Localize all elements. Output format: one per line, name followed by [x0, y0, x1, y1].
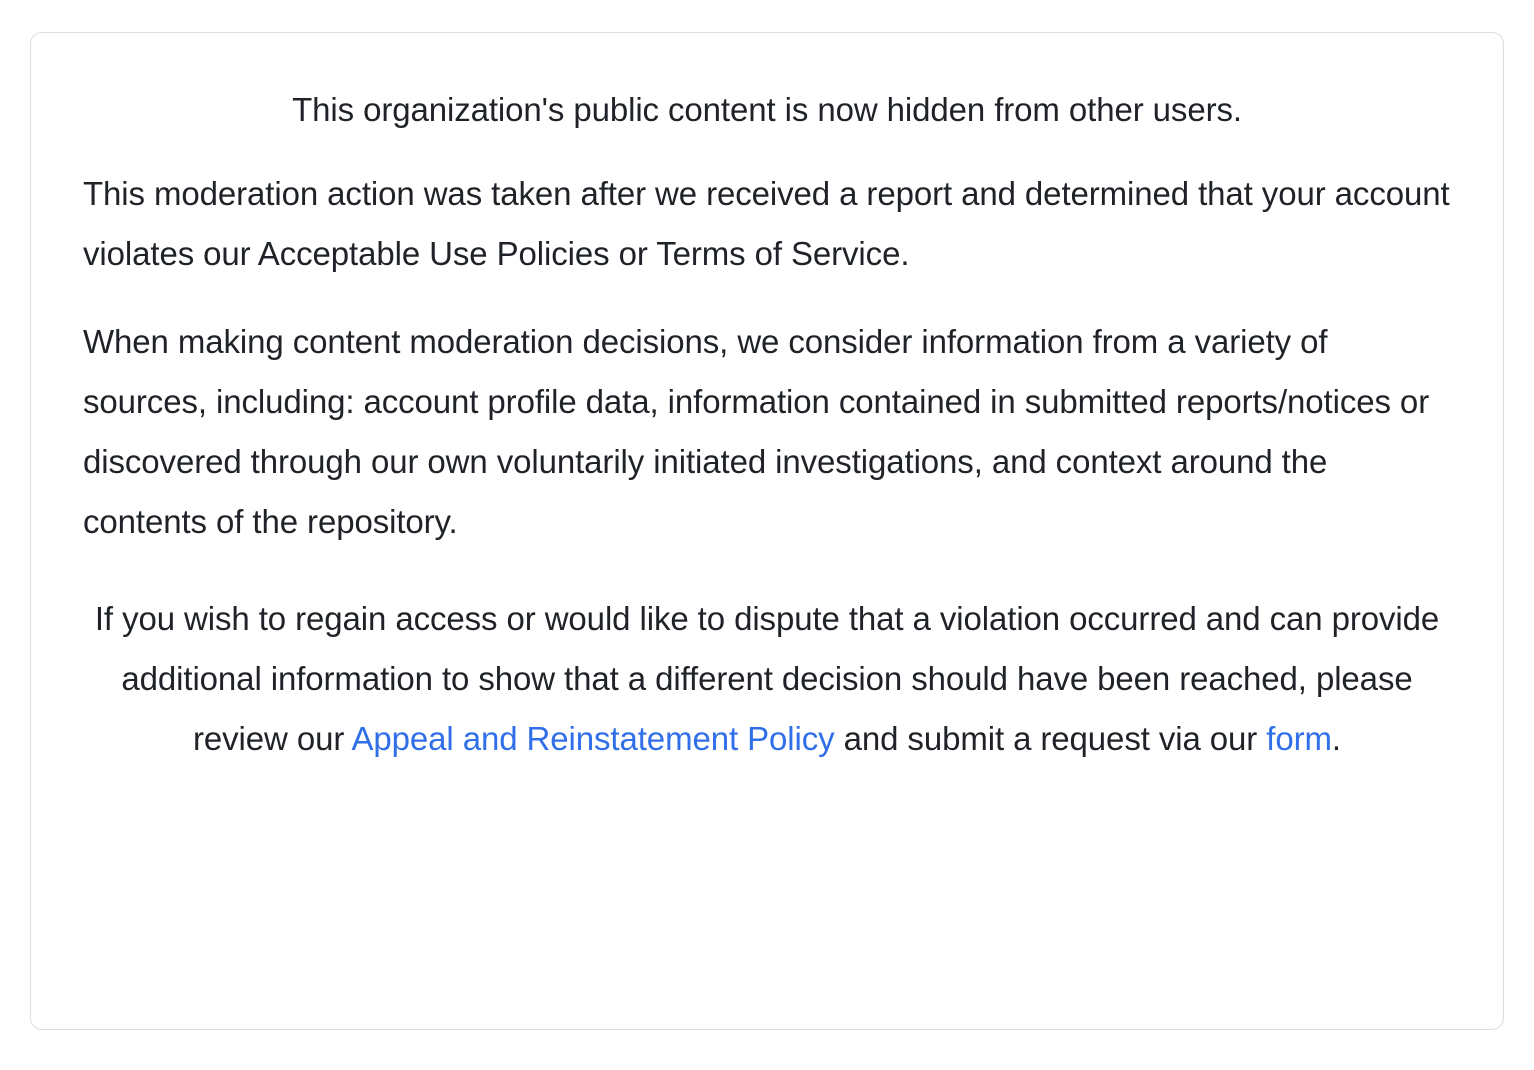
notice-paragraph-appeal: [83, 589, 1451, 769]
appeal-form-link[interactable]: form: [1266, 719, 1332, 757]
appeal-text-between-links: and submit a request via our: [834, 719, 1267, 757]
moderation-notice-card: [30, 32, 1504, 1030]
appeal-text-after-link: .: [1331, 719, 1341, 757]
appeal-and-reinstatement-policy-link[interactable]: Appeal and Reinstatement Policy: [351, 719, 835, 757]
notice-paragraph-reason: This moderation action was taken after we received a report and determined that your account violates our Acceptable Use Policies or Terms of Service.: [83, 175, 1450, 273]
appeal-text-before-link: If you wish to regain access or would like to dispute that a violation occurred and can provide additional information to show that a different decision should have been reached, please review our: [94, 599, 1440, 757]
notice-heading: This organization's public content is now hidden from other users.: [292, 91, 1242, 128]
notice-paragraph-sources: When making content moderation decisions, we consider information from a variety of sources, including: account profile data, information contained in submitted reports/notices or discovered through our own voluntarily initiated investigations, and context around the contents of the repository.: [83, 323, 1430, 541]
